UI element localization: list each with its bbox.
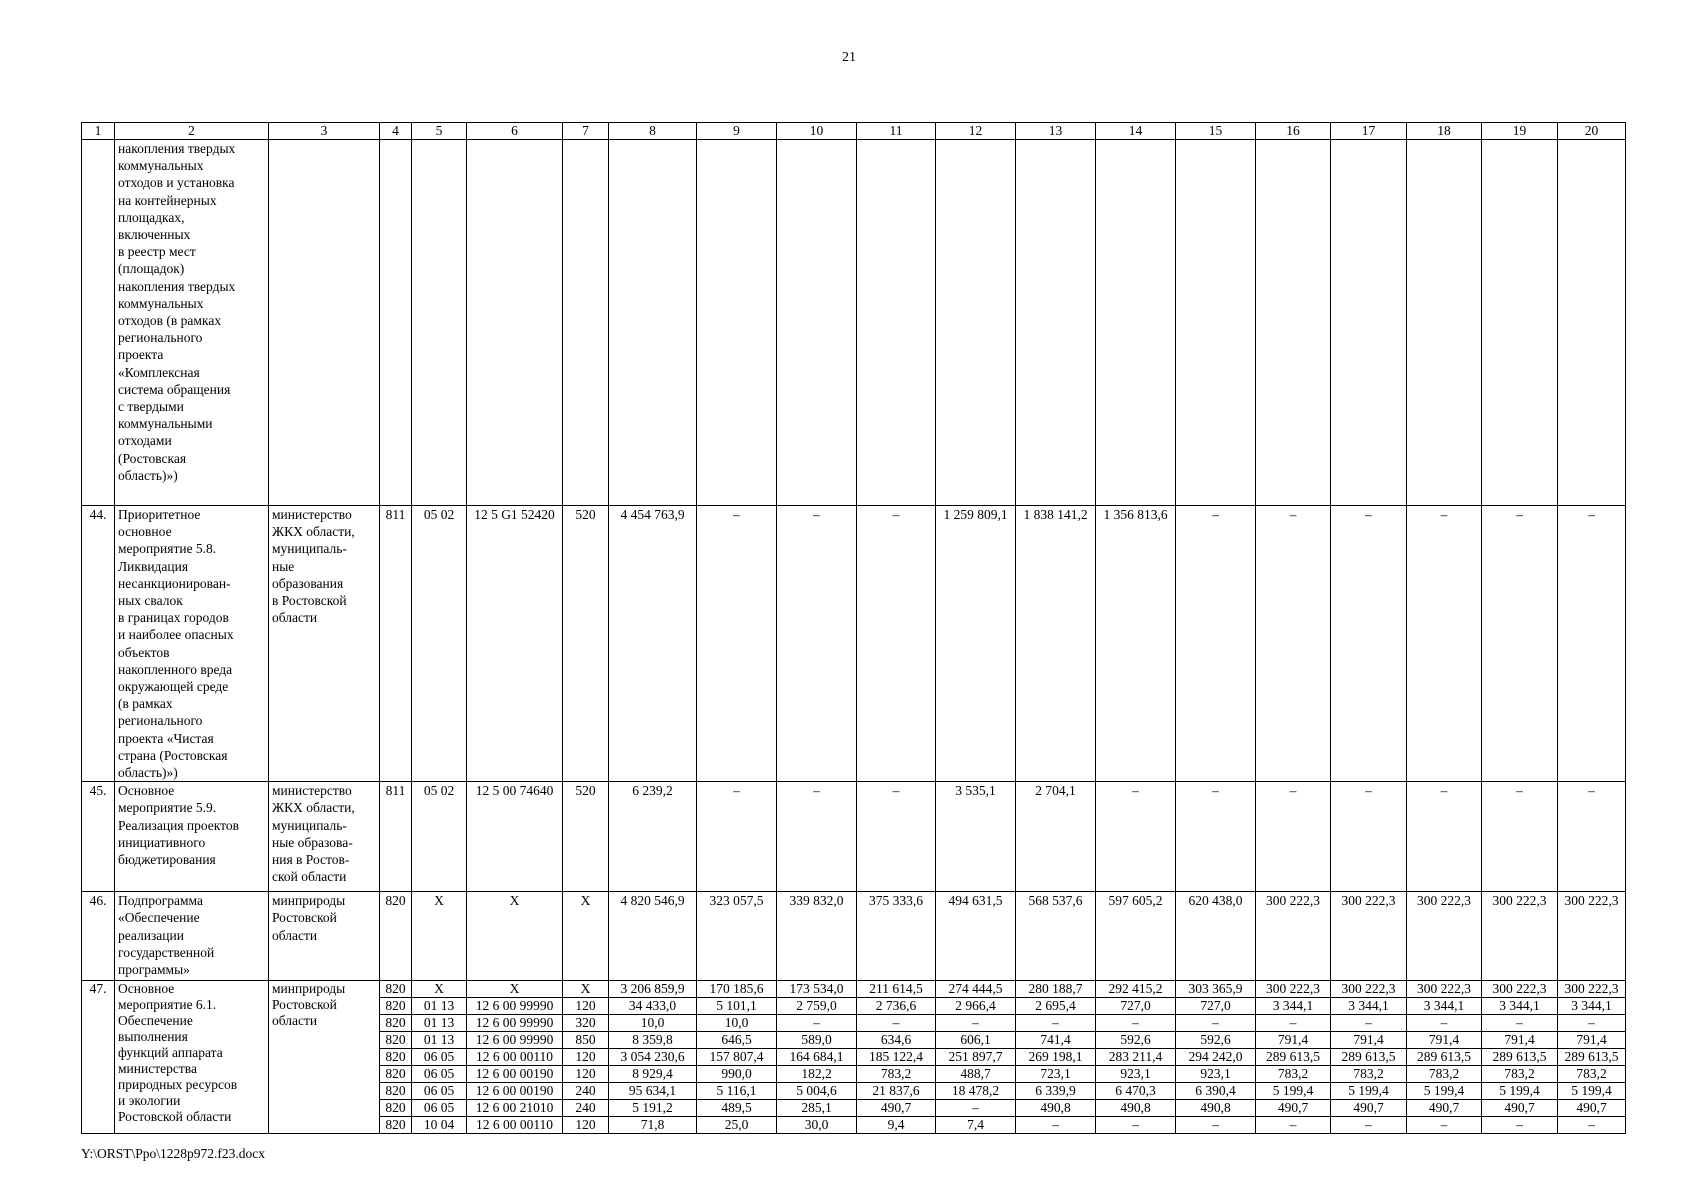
year-amount: 3 344,1 bbox=[1331, 998, 1407, 1015]
year-amount: 300 222,3 bbox=[1256, 892, 1331, 981]
year-amount: 990,0 bbox=[697, 1066, 777, 1083]
column-number-header: 4 bbox=[380, 123, 412, 140]
column-number-header: 17 bbox=[1331, 123, 1407, 140]
year-amount: 3 344,1 bbox=[1407, 998, 1482, 1015]
year-amount: 7,4 bbox=[936, 1117, 1016, 1134]
executor: министерство ЖКХ области, муниципаль- ные образова- ния в Ростов- ской области bbox=[269, 782, 380, 892]
year-amount: 589,0 bbox=[777, 1032, 857, 1049]
csr-code: 12 6 00 21010 bbox=[467, 1100, 563, 1117]
vr-code: 240 bbox=[563, 1100, 609, 1117]
year-amount: 18 478,2 bbox=[936, 1083, 1016, 1100]
year-amount: 606,1 bbox=[936, 1032, 1016, 1049]
vr-code: X bbox=[563, 981, 609, 998]
column-number-header: 12 bbox=[936, 123, 1016, 140]
year-amount bbox=[697, 140, 777, 506]
year-amount: 170 185,6 bbox=[697, 981, 777, 998]
column-number-header: 20 bbox=[1558, 123, 1626, 140]
year-amount: 6 390,4 bbox=[1176, 1083, 1256, 1100]
year-amount bbox=[1096, 140, 1176, 506]
measure-name: Подпрограмма «Обеспечение реализации государственной программы» bbox=[115, 892, 269, 981]
year-amount: 157 807,4 bbox=[697, 1049, 777, 1066]
year-amount: 592,6 bbox=[1176, 1032, 1256, 1049]
file-path-footer: Y:\ORST\Ppo\1228p972.f23.docx bbox=[81, 1146, 266, 1161]
year-amount: 251 897,7 bbox=[936, 1049, 1016, 1066]
year-amount: 300 222,3 bbox=[1482, 981, 1558, 998]
year-amount: – bbox=[1407, 1117, 1482, 1134]
year-amount: 1 356 813,6 bbox=[1096, 506, 1176, 782]
year-amount: 274 444,5 bbox=[936, 981, 1016, 998]
measure-name: Основное мероприятие 5.9. Реализация проектов инициативного бюджетирования bbox=[115, 782, 269, 892]
year-amount: – bbox=[1096, 1117, 1176, 1134]
row-number bbox=[82, 140, 115, 506]
year-amount: 2 759,0 bbox=[777, 998, 857, 1015]
measure-name: Основное мероприятие 6.1. Обеспечение выполнения функций аппарата министерства природных ресурсов и экологии Ростовской области bbox=[115, 981, 269, 1134]
column-number-header: 15 bbox=[1176, 123, 1256, 140]
year-amount: 923,1 bbox=[1096, 1066, 1176, 1083]
year-amount: – bbox=[1331, 1117, 1407, 1134]
executor: минприроды Ростовской области bbox=[269, 981, 380, 1134]
year-amount: 164 684,1 bbox=[777, 1049, 857, 1066]
rz-pr-code bbox=[412, 140, 467, 506]
year-amount: 490,8 bbox=[1176, 1100, 1256, 1117]
vr-code: 320 bbox=[563, 1015, 609, 1032]
year-amount: – bbox=[1331, 1015, 1407, 1032]
year-amount: – bbox=[857, 782, 936, 892]
year-amount: 289 613,5 bbox=[1407, 1049, 1482, 1066]
year-amount: – bbox=[1176, 506, 1256, 782]
year-amount: 300 222,3 bbox=[1558, 981, 1626, 998]
year-amount: 2 736,6 bbox=[857, 998, 936, 1015]
year-amount: 300 222,3 bbox=[1331, 981, 1407, 998]
year-amount: – bbox=[857, 506, 936, 782]
vr-code: 520 bbox=[563, 506, 609, 782]
year-amount: – bbox=[1558, 1117, 1626, 1134]
grbs-code: 811 bbox=[380, 506, 412, 782]
column-number-header: 11 bbox=[857, 123, 936, 140]
table-row bbox=[82, 981, 1626, 998]
vr-code: 240 bbox=[563, 1083, 609, 1100]
year-amount: – bbox=[1482, 1117, 1558, 1134]
year-amount: 6 470,3 bbox=[1096, 1083, 1176, 1100]
row-number: 46. bbox=[82, 892, 115, 981]
year-amount: 211 614,5 bbox=[857, 981, 936, 998]
year-amount: 300 222,3 bbox=[1331, 892, 1407, 981]
row-number: 45. bbox=[82, 782, 115, 892]
year-amount: – bbox=[1256, 1015, 1331, 1032]
year-amount: – bbox=[1558, 506, 1626, 782]
year-amount: 5 199,4 bbox=[1482, 1083, 1558, 1100]
year-amount: 300 222,3 bbox=[1482, 892, 1558, 981]
year-amount bbox=[1331, 140, 1407, 506]
total-amount: 4 820 546,9 bbox=[609, 892, 697, 981]
year-amount: 339 832,0 bbox=[777, 892, 857, 981]
total-amount: 4 454 763,9 bbox=[609, 506, 697, 782]
rz-pr-code: 06 05 bbox=[412, 1049, 467, 1066]
year-amount: 10,0 bbox=[697, 1015, 777, 1032]
year-amount: 597 605,2 bbox=[1096, 892, 1176, 981]
year-amount: 490,7 bbox=[1256, 1100, 1331, 1117]
year-amount bbox=[1407, 140, 1482, 506]
year-amount: 3 535,1 bbox=[936, 782, 1016, 892]
grbs-code: 820 bbox=[380, 981, 412, 998]
year-amount: 185 122,4 bbox=[857, 1049, 936, 1066]
year-amount: 741,4 bbox=[1016, 1032, 1096, 1049]
year-amount: 489,5 bbox=[697, 1100, 777, 1117]
year-amount: 289 613,5 bbox=[1331, 1049, 1407, 1066]
csr-code: X bbox=[467, 892, 563, 981]
vr-code bbox=[563, 140, 609, 506]
year-amount: – bbox=[1482, 1015, 1558, 1032]
year-amount: – bbox=[697, 506, 777, 782]
rz-pr-code: 01 13 bbox=[412, 1032, 467, 1049]
rz-pr-code: 06 05 bbox=[412, 1083, 467, 1100]
year-amount: 490,8 bbox=[1016, 1100, 1096, 1117]
column-number-header: 16 bbox=[1256, 123, 1331, 140]
year-amount: 490,7 bbox=[1407, 1100, 1482, 1117]
csr-code: 12 6 00 99990 bbox=[467, 1032, 563, 1049]
total-amount: 8 359,8 bbox=[609, 1032, 697, 1049]
year-amount: 5 116,1 bbox=[697, 1083, 777, 1100]
year-amount: 2 704,1 bbox=[1016, 782, 1096, 892]
year-amount: – bbox=[1256, 506, 1331, 782]
total-amount: 34 433,0 bbox=[609, 998, 697, 1015]
year-amount: 3 344,1 bbox=[1482, 998, 1558, 1015]
year-amount: 5 199,4 bbox=[1256, 1083, 1331, 1100]
year-amount: 2 966,4 bbox=[936, 998, 1016, 1015]
year-amount: – bbox=[1331, 506, 1407, 782]
column-number-row bbox=[82, 123, 1626, 140]
rz-pr-code: 05 02 bbox=[412, 782, 467, 892]
year-amount bbox=[1016, 140, 1096, 506]
year-amount bbox=[1256, 140, 1331, 506]
year-amount: 783,2 bbox=[1331, 1066, 1407, 1083]
grbs-code: 820 bbox=[380, 892, 412, 981]
total-amount: 3 206 859,9 bbox=[609, 981, 697, 998]
table-row bbox=[82, 140, 1626, 506]
year-amount: 791,4 bbox=[1482, 1032, 1558, 1049]
year-amount: 5 199,4 bbox=[1558, 1083, 1626, 1100]
year-amount: 5 004,6 bbox=[777, 1083, 857, 1100]
year-amount: 300 222,3 bbox=[1256, 981, 1331, 998]
vr-code: 120 bbox=[563, 1066, 609, 1083]
year-amount: 173 534,0 bbox=[777, 981, 857, 998]
year-amount: 5 101,1 bbox=[697, 998, 777, 1015]
year-amount: 783,2 bbox=[857, 1066, 936, 1083]
grbs-code: 820 bbox=[380, 1015, 412, 1032]
year-amount: 289 613,5 bbox=[1256, 1049, 1331, 1066]
year-amount: 791,4 bbox=[1558, 1032, 1626, 1049]
measure-name: Приоритетное основное мероприятие 5.8. Ликвидация несанкционирован- ных свалок в границах городов и наиболее опасных объектов накопленного вреда окружающей среде (в рамках регионального проекта «Чистая страна (Ростовская область)») bbox=[115, 506, 269, 782]
year-amount: 280 188,7 bbox=[1016, 981, 1096, 998]
grbs-code: 820 bbox=[380, 1100, 412, 1117]
total-amount: 3 054 230,6 bbox=[609, 1049, 697, 1066]
total-amount: 6 239,2 bbox=[609, 782, 697, 892]
year-amount: – bbox=[777, 1015, 857, 1032]
year-amount: 791,4 bbox=[1331, 1032, 1407, 1049]
year-amount: 21 837,6 bbox=[857, 1083, 936, 1100]
total-amount: 95 634,1 bbox=[609, 1083, 697, 1100]
total-amount: 10,0 bbox=[609, 1015, 697, 1032]
grbs-code: 820 bbox=[380, 1117, 412, 1134]
total-amount bbox=[609, 140, 697, 506]
year-amount: – bbox=[1016, 1117, 1096, 1134]
year-amount: 783,2 bbox=[1482, 1066, 1558, 1083]
csr-code: 12 5 G1 52420 bbox=[467, 506, 563, 782]
year-amount: 791,4 bbox=[1256, 1032, 1331, 1049]
year-amount: 490,7 bbox=[1482, 1100, 1558, 1117]
year-amount: – bbox=[1016, 1015, 1096, 1032]
column-number-header: 14 bbox=[1096, 123, 1176, 140]
csr-code: 12 5 00 74640 bbox=[467, 782, 563, 892]
year-amount: 791,4 bbox=[1407, 1032, 1482, 1049]
column-number-header: 10 bbox=[777, 123, 857, 140]
vr-code: 120 bbox=[563, 1049, 609, 1066]
column-number-header: 5 bbox=[412, 123, 467, 140]
year-amount: 723,1 bbox=[1016, 1066, 1096, 1083]
year-amount: 269 198,1 bbox=[1016, 1049, 1096, 1066]
rz-pr-code: 01 13 bbox=[412, 1015, 467, 1032]
csr-code: X bbox=[467, 981, 563, 998]
year-amount: – bbox=[1096, 782, 1176, 892]
year-amount: – bbox=[857, 1015, 936, 1032]
year-amount: 182,2 bbox=[777, 1066, 857, 1083]
column-number-header: 18 bbox=[1407, 123, 1482, 140]
year-amount: – bbox=[777, 782, 857, 892]
year-amount: 488,7 bbox=[936, 1066, 1016, 1083]
year-amount bbox=[1558, 140, 1626, 506]
year-amount: – bbox=[1331, 782, 1407, 892]
csr-code: 12 6 00 00110 bbox=[467, 1049, 563, 1066]
vr-code: 850 bbox=[563, 1032, 609, 1049]
csr-code bbox=[467, 140, 563, 506]
year-amount: 294 242,0 bbox=[1176, 1049, 1256, 1066]
grbs-code: 820 bbox=[380, 1032, 412, 1049]
column-number-header: 7 bbox=[563, 123, 609, 140]
vr-code: 120 bbox=[563, 1117, 609, 1134]
year-amount: – bbox=[936, 1015, 1016, 1032]
year-amount bbox=[936, 140, 1016, 506]
row-number: 44. bbox=[82, 506, 115, 782]
executor bbox=[269, 140, 380, 506]
column-number-header: 1 bbox=[82, 123, 115, 140]
year-amount: – bbox=[936, 1100, 1016, 1117]
year-amount: 292 415,2 bbox=[1096, 981, 1176, 998]
year-amount: 634,6 bbox=[857, 1032, 936, 1049]
year-amount: 783,2 bbox=[1558, 1066, 1626, 1083]
year-amount: 289 613,5 bbox=[1482, 1049, 1558, 1066]
csr-code: 12 6 00 99990 bbox=[467, 1015, 563, 1032]
year-amount: 490,7 bbox=[1558, 1100, 1626, 1117]
vr-code: 120 bbox=[563, 998, 609, 1015]
grbs-code: 820 bbox=[380, 1083, 412, 1100]
year-amount: – bbox=[1482, 506, 1558, 782]
executor: министерство ЖКХ области, муниципаль- ные образования в Ростовской области bbox=[269, 506, 380, 782]
grbs-code: 820 bbox=[380, 1066, 412, 1083]
year-amount: – bbox=[697, 782, 777, 892]
year-amount: 646,5 bbox=[697, 1032, 777, 1049]
table-row bbox=[82, 506, 1626, 782]
year-amount: 3 344,1 bbox=[1558, 998, 1626, 1015]
year-amount: 5 199,4 bbox=[1407, 1083, 1482, 1100]
year-amount: 375 333,6 bbox=[857, 892, 936, 981]
year-amount: – bbox=[1096, 1015, 1176, 1032]
column-number-header: 6 bbox=[467, 123, 563, 140]
year-amount: – bbox=[1407, 1015, 1482, 1032]
year-amount: – bbox=[1482, 782, 1558, 892]
year-amount: 300 222,3 bbox=[1558, 892, 1626, 981]
year-amount: 490,8 bbox=[1096, 1100, 1176, 1117]
rz-pr-code: 05 02 bbox=[412, 506, 467, 782]
table-row bbox=[82, 892, 1626, 981]
year-amount: 1 259 809,1 bbox=[936, 506, 1016, 782]
column-number-header: 2 bbox=[115, 123, 269, 140]
year-amount: 490,7 bbox=[857, 1100, 936, 1117]
column-number-header: 8 bbox=[609, 123, 697, 140]
column-number-header: 13 bbox=[1016, 123, 1096, 140]
vr-code: X bbox=[563, 892, 609, 981]
total-amount: 71,8 bbox=[609, 1117, 697, 1134]
total-amount: 5 191,2 bbox=[609, 1100, 697, 1117]
column-number-header: 19 bbox=[1482, 123, 1558, 140]
year-amount: 494 631,5 bbox=[936, 892, 1016, 981]
year-amount: 620 438,0 bbox=[1176, 892, 1256, 981]
rz-pr-code: 10 04 bbox=[412, 1117, 467, 1134]
year-amount: 285,1 bbox=[777, 1100, 857, 1117]
csr-code: 12 6 00 00190 bbox=[467, 1083, 563, 1100]
rz-pr-code: X bbox=[412, 981, 467, 998]
year-amount: 300 222,3 bbox=[1407, 981, 1482, 998]
year-amount: 303 365,9 bbox=[1176, 981, 1256, 998]
grbs-code bbox=[380, 140, 412, 506]
year-amount: 490,7 bbox=[1331, 1100, 1407, 1117]
year-amount bbox=[857, 140, 936, 506]
year-amount: – bbox=[1176, 1015, 1256, 1032]
year-amount: 323 057,5 bbox=[697, 892, 777, 981]
year-amount: – bbox=[1256, 782, 1331, 892]
year-amount: 727,0 bbox=[1096, 998, 1176, 1015]
grbs-code: 820 bbox=[380, 1049, 412, 1066]
measure-name: накопления твердых коммунальных отходов и установка на контейнерных площадках, включенных в реестр мест (площадок) накопления твердых коммунальных отходов (в рамках регионального проекта «Комплексная система обращения с твердыми коммунальными отходами (Ростовская область)») bbox=[115, 140, 269, 506]
year-amount: – bbox=[1558, 782, 1626, 892]
year-amount: 592,6 bbox=[1096, 1032, 1176, 1049]
year-amount: – bbox=[1256, 1117, 1331, 1134]
year-amount bbox=[1482, 140, 1558, 506]
executor: минприроды Ростовской области bbox=[269, 892, 380, 981]
year-amount: 300 222,3 bbox=[1407, 892, 1482, 981]
year-amount: 30,0 bbox=[777, 1117, 857, 1134]
csr-code: 12 6 00 00190 bbox=[467, 1066, 563, 1083]
year-amount: 727,0 bbox=[1176, 998, 1256, 1015]
year-amount: 783,2 bbox=[1407, 1066, 1482, 1083]
year-amount: 9,4 bbox=[857, 1117, 936, 1134]
grbs-code: 811 bbox=[380, 782, 412, 892]
vr-code: 520 bbox=[563, 782, 609, 892]
csr-code: 12 6 00 99990 bbox=[467, 998, 563, 1015]
grbs-code: 820 bbox=[380, 998, 412, 1015]
year-amount: 2 695,4 bbox=[1016, 998, 1096, 1015]
year-amount: – bbox=[777, 506, 857, 782]
year-amount: – bbox=[1558, 1015, 1626, 1032]
year-amount: 3 344,1 bbox=[1256, 998, 1331, 1015]
year-amount: 1 838 141,2 bbox=[1016, 506, 1096, 782]
budget-table bbox=[81, 122, 1626, 1134]
year-amount: 783,2 bbox=[1256, 1066, 1331, 1083]
year-amount: – bbox=[1176, 1117, 1256, 1134]
row-number: 47. bbox=[82, 981, 115, 1134]
year-amount: 283 211,4 bbox=[1096, 1049, 1176, 1066]
column-number-header: 9 bbox=[697, 123, 777, 140]
year-amount: 923,1 bbox=[1176, 1066, 1256, 1083]
rz-pr-code: 06 05 bbox=[412, 1100, 467, 1117]
column-number-header: 3 bbox=[269, 123, 380, 140]
page-number: 21 bbox=[842, 50, 856, 65]
year-amount: – bbox=[1176, 782, 1256, 892]
year-amount bbox=[1176, 140, 1256, 506]
rz-pr-code: 06 05 bbox=[412, 1066, 467, 1083]
rz-pr-code: 01 13 bbox=[412, 998, 467, 1015]
year-amount: 568 537,6 bbox=[1016, 892, 1096, 981]
rz-pr-code: X bbox=[412, 892, 467, 981]
year-amount: – bbox=[1407, 782, 1482, 892]
year-amount: – bbox=[1407, 506, 1482, 782]
year-amount: 25,0 bbox=[697, 1117, 777, 1134]
year-amount bbox=[777, 140, 857, 506]
year-amount: 289 613,5 bbox=[1558, 1049, 1626, 1066]
csr-code: 12 6 00 00110 bbox=[467, 1117, 563, 1134]
year-amount: 5 199,4 bbox=[1331, 1083, 1407, 1100]
table-row bbox=[82, 782, 1626, 892]
year-amount: 6 339,9 bbox=[1016, 1083, 1096, 1100]
total-amount: 8 929,4 bbox=[609, 1066, 697, 1083]
